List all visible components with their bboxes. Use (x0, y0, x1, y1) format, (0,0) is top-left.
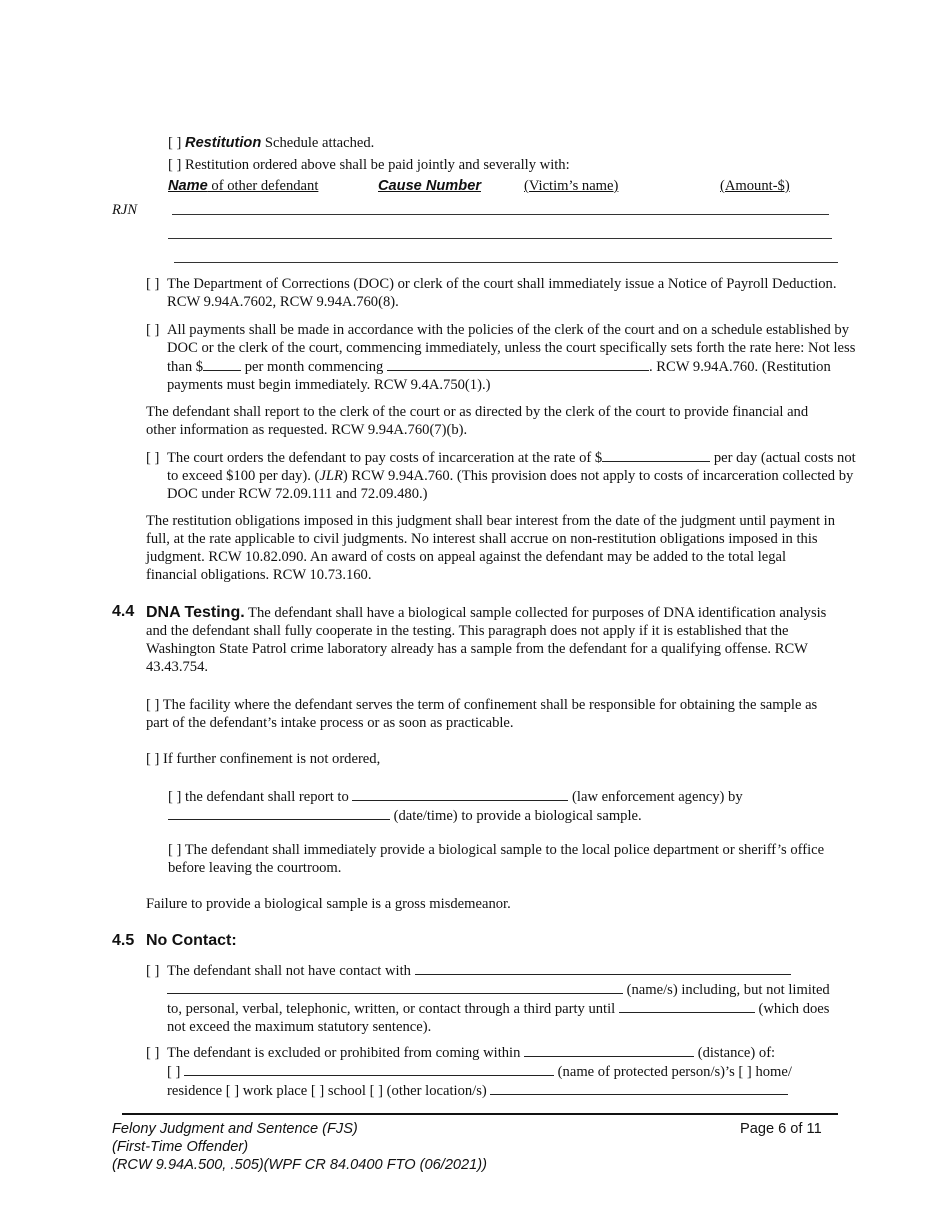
payroll-checkbox[interactable]: [ ] (146, 276, 160, 292)
cause-number-header: Cause Number (378, 178, 481, 194)
work-checkbox[interactable]: [ ] (225, 1083, 240, 1099)
dna-immediate-text: The defendant shall immediately provide a biological sample to the local police department or sheriff’s office before leaving the courtroom. (168, 842, 825, 876)
section-4-5-title: No Contact: (146, 932, 237, 949)
no-contact-names-blank-2[interactable] (167, 980, 623, 994)
dna-report-text-2: (law enforcement agency) by (568, 789, 743, 805)
dna-facility-checkbox[interactable]: [ ] (146, 697, 160, 713)
restitution-jointly-text: Restitution ordered above shall be paid jointly and severally with: (185, 157, 570, 173)
dna-report-text-1: the defendant shall report to (185, 789, 353, 805)
payments-text-2: per month commencing (241, 359, 387, 375)
no-contact-checkbox[interactable]: [ ] (146, 963, 160, 979)
no-contact-names-blank-1[interactable] (415, 961, 791, 975)
restitution-jointly-line (168, 156, 570, 174)
name-rest-label: of other defendant (207, 178, 319, 194)
page-number: Page 6 of 11 (740, 1121, 822, 1137)
no-contact-item (146, 961, 831, 1036)
payments-schedule-item (146, 321, 857, 394)
jlr-label: JLR (319, 468, 343, 484)
dna-immediate-checkbox[interactable]: [ ] (168, 842, 182, 858)
payments-checkbox[interactable]: [ ] (146, 322, 160, 338)
protected-person-blank[interactable] (184, 1062, 554, 1076)
monthly-amount-blank[interactable] (203, 357, 241, 371)
exclusion-item (146, 1043, 831, 1100)
dna-report-checkbox[interactable]: [ ] (168, 789, 182, 805)
dna-further-item (146, 750, 836, 768)
victim-name-header: (Victim’s name) (524, 178, 619, 194)
amount-header: (Amount-$) (720, 178, 790, 194)
dna-report-item (168, 787, 828, 825)
daily-rate-blank[interactable] (602, 448, 710, 462)
incarceration-text-1: The court orders the defendant to pay costs of incarceration at the rate of $ (167, 450, 603, 466)
codefendant-line-3[interactable] (174, 262, 838, 263)
protected-person-checkbox[interactable]: [ ] (167, 1064, 181, 1080)
agency-blank[interactable] (352, 787, 568, 801)
restitution-bold-label: Restitution (185, 135, 262, 151)
exclusion-checkbox[interactable]: [ ] (146, 1045, 160, 1061)
school-checkbox[interactable]: [ ] (310, 1083, 325, 1099)
dna-intro-paragraph (146, 604, 836, 676)
payments-text-1: All payments shall be made in accordance with the policies of the clerk of the court and on a schedule established by DOC or the clerk of the court, commencing immediately, unless the court specifically sets forth the rate here: Not less than $ (167, 322, 856, 375)
footer-divider (122, 1113, 838, 1115)
dna-facility-text: The facility where the defendant serves the term of confinement shall be responsible for obtaining the sample as part of the defendant’s intake process or as soon as practicable. (146, 697, 818, 731)
home-text: home/ (751, 1064, 792, 1080)
dna-facility-item (146, 696, 836, 732)
no-contact-text-2: (name/s) including, but not limited to, personal, verbal, telephonic, written, or contact through a third party until (167, 982, 830, 1017)
no-contact-text-3: (which does not exceed the maximum statutory sentence). (167, 1001, 830, 1035)
restitution-schedule-text: Schedule attached. (261, 135, 375, 151)
payments-text-3: . RCW 9.94A.760. (Restitution payments must begin immediately. RCW 9.4A.750(1).) (167, 359, 831, 393)
exclusion-text-2: (distance) of: (694, 1045, 776, 1061)
codefendant-line-2[interactable] (168, 238, 832, 239)
name-bold-label: Name (168, 178, 208, 194)
footer-form-citation: (RCW 9.94A.500, .505)(WPF CR 84.0400 FTO (06/2021)) (112, 1157, 487, 1173)
incarceration-costs-item (146, 448, 861, 503)
restitution-jointly-checkbox[interactable]: [ ] (168, 157, 182, 173)
initials-rjn: RJN (112, 202, 138, 218)
dna-further-checkbox[interactable]: [ ] (146, 751, 160, 767)
incarceration-text-2: per day (actual costs not to exceed $100 per day). ( (167, 450, 856, 484)
report-to-clerk-text: The defendant shall report to the clerk of the court or as directed by the clerk of the court to provide financial and other information as requested. RCW 9.94A.760(7)(b). (146, 404, 809, 438)
restitution-schedule-checkbox[interactable]: [ ] (168, 135, 182, 151)
footer-form-subtitle: (First-Time Offender) (112, 1139, 249, 1155)
residence-text: residence (167, 1083, 226, 1099)
section-4-4-number: 4.4 (112, 603, 135, 620)
exclusion-text-3: (name of protected person/s)’s (554, 1064, 739, 1080)
work-text: work place (239, 1083, 311, 1099)
exclusion-text-1: The defendant is excluded or prohibited from coming within (167, 1045, 525, 1061)
distance-blank[interactable] (524, 1043, 694, 1057)
home-checkbox[interactable]: [ ] (738, 1064, 752, 1080)
other-checkbox[interactable]: [ ] (369, 1083, 384, 1099)
dna-title: DNA Testing. (146, 604, 245, 621)
no-contact-until-blank[interactable] (619, 999, 755, 1013)
restitution-schedule-line (168, 134, 374, 152)
other-location-blank[interactable] (490, 1081, 788, 1095)
payroll-text: The Department of Corrections (DOC) or clerk of the court shall immediately issue a Notice of Payroll Deduction. RCW 9.94A.7602, RCW 9.94A.760(8). (167, 276, 837, 310)
dna-report-text-3: (date/time) to provide a biological sample. (390, 808, 642, 824)
incarceration-text-3: ) RCW 9.94A.760. (This provision does not apply to costs of incarceration collected by DOC under RCW 72.09.111 and 72.09.480.) (167, 468, 854, 502)
interest-paragraph: The restitution obligations imposed in this judgment shall bear interest from the date of the judgment until payment in full, at the rate applicable to civil judgments. No interest shall accrue on non-restitution obligations imposed in this judgment. RCW 10.82.090. An award of costs on appeal against the defendant may be added to the total legal financial obligations. RCW 10.73.160. (146, 513, 836, 583)
no-contact-text-1: The defendant shall not have contact with (167, 963, 415, 979)
commencing-date-blank[interactable] (387, 357, 649, 371)
section-4-5-heading (112, 932, 237, 950)
dna-intro-text: The defendant shall have a biological sample collected for purposes of DNA identification analysis and the defendant shall fully cooperate in the testing. This paragraph does not apply if it is established that the Washington State Patrol crime laboratory already has a sample from the defendant for a qualifying offense. RCW 43.43.754. (146, 605, 827, 675)
date-time-blank[interactable] (168, 806, 390, 820)
section-4-5-number: 4.5 (112, 932, 135, 949)
dna-further-text: If further confinement is not ordered, (163, 751, 381, 767)
other-text: (other location/s) (383, 1083, 491, 1099)
incarceration-checkbox[interactable]: [ ] (146, 450, 160, 466)
school-text: school (324, 1083, 370, 1099)
dna-failure-text: Failure to provide a biological sample is a gross misdemeanor. (146, 896, 511, 912)
codefendant-header-name (168, 177, 318, 195)
payroll-deduction-item (146, 275, 857, 311)
codefendant-line-1[interactable] (172, 214, 829, 215)
footer-form-title: Felony Judgment and Sentence (FJS) (112, 1121, 358, 1137)
dna-immediate-item (168, 841, 828, 877)
